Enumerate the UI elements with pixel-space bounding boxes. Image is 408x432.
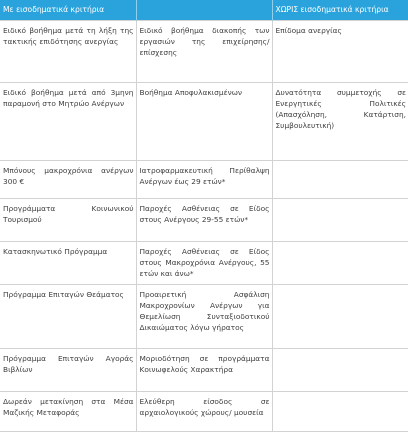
header-with-income-criteria: Με εισοδηματικά κριτήρια [0,0,136,20]
table-cell: Κατασκηνωτικό Πρόγραμμα [0,241,136,284]
table-cell: Παροχές Ασθένειας σε Είδος στους Μακροχρόνια Ανέργους, 55 ετών και άνω* [136,241,272,284]
table-cell [272,198,408,241]
table-row [0,198,408,241]
header-with-income-criteria-continued [136,0,272,20]
table-cell: Ελεύθερη είσοδος σε αρχαιολογικούς χώρους/ μουσεία [136,391,272,431]
table-cell: Δυνατότητα συμμετοχής σε Ενεργητικές Πολιτικές (Απασχόληση, Κατάρτιση, Συμβουλευτική) [272,82,408,160]
table-cell: Προαιρετική Ασφάλιση Μακροχρονίων Ανέργων για Θεμελίωση Συνταξιοδοτικού Δικαιώματος λόγω γήρατος [136,284,272,348]
table-cell [272,284,408,348]
table-row [0,391,408,431]
table-row [0,82,408,160]
table-cell [272,391,408,431]
table-row [0,160,408,198]
table-header-row [0,0,408,20]
table-row [0,241,408,284]
table-cell: Προγράμματα Κοινωνικού Τουρισμού [0,198,136,241]
header-without-income-criteria: ΧΩΡΙΣ εισοδηματικά κριτήρια [272,0,408,20]
table-cell: Πρόγραμμα Επιταγών Θεάματος [0,284,136,348]
table-row [0,348,408,391]
table-cell: Ειδικό βοήθημα μετά από 3μηνη παραμονή στο Μητρώο Ανέργων [0,82,136,160]
table-cell [272,160,408,198]
table-row [0,20,408,82]
table-row [0,284,408,348]
table-cell [272,241,408,284]
table-cell [272,348,408,391]
table-cell: Μπόνους μακροχρόνια ανέργων 300 € [0,160,136,198]
table-cell: Βοήθημα Αποφυλακισμένων [136,82,272,160]
table-cell: Μοριοδότηση σε προγράμματα Κοινωφελούς Χαρακτήρα [136,348,272,391]
table-cell: Επίδομα ανεργίας [272,20,408,82]
table-cell: Πρόγραμμα Επιταγών Αγοράς Βιβλίων [0,348,136,391]
table-cell: Ειδικό βοήθημα διακοπής των εργασιών της επιχείρησης/επίσχεσης [136,20,272,82]
table-cell: Δωρεάν μετακίνηση στα Μέσα Μαζικής Μεταφοράς [0,391,136,431]
table-cell: Ειδικό βοήθημα μετά τη λήξη της τακτικής επιδότησης ανεργίας [0,20,136,82]
table-cell: Ιατροφαρμακευτική Περίθαλψη Ανέργων έως 29 ετών* [136,160,272,198]
table-cell: Παροχές Ασθένειας σε Είδος στους Ανέργους 29-55 ετών* [136,198,272,241]
